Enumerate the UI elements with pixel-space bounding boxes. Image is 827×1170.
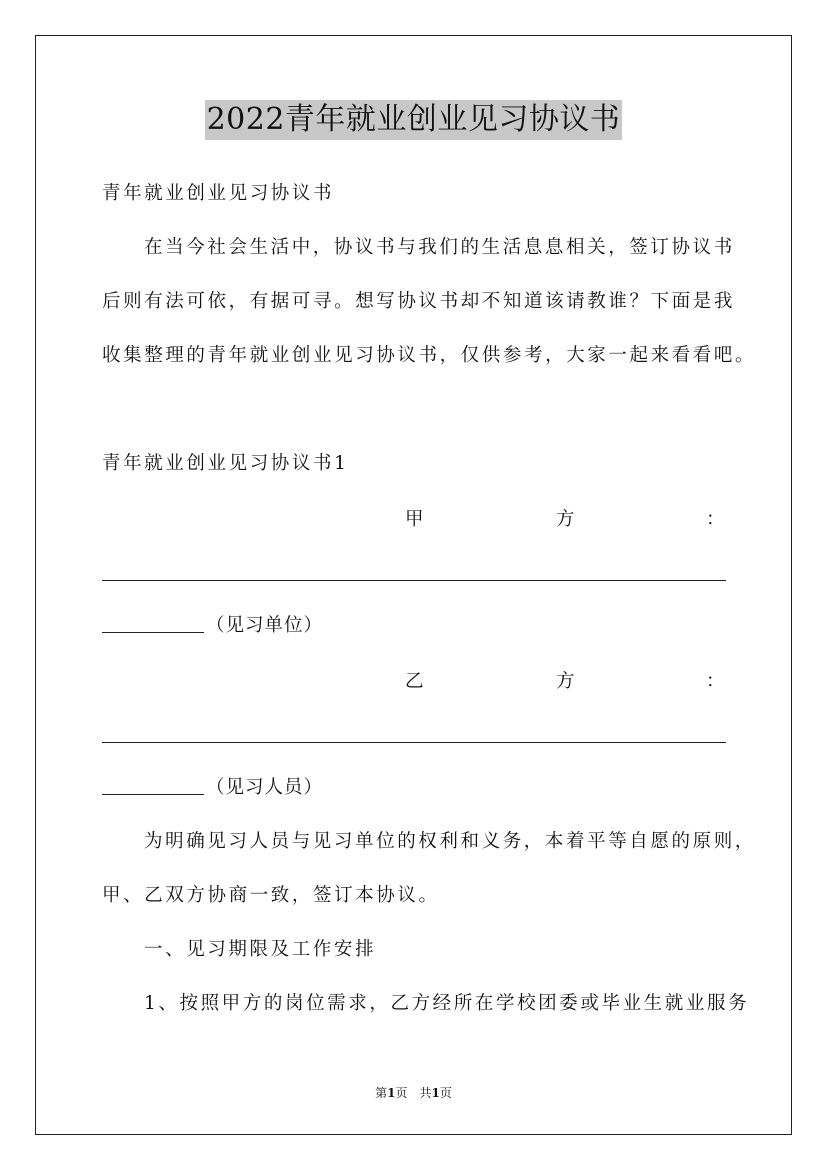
title-container (0, 100, 827, 140)
party-b-role-line (102, 776, 323, 800)
footer-page-total: 1 (431, 1086, 440, 1100)
footer-page-prefix: 第 (375, 1086, 388, 1100)
footer-page-current: 1 (387, 1086, 396, 1100)
document-title: 2022青年就业创业见习协议书 (205, 100, 623, 140)
party-a-role-line (102, 614, 323, 638)
party-b-colon: ： (706, 671, 725, 692)
party-a-fill-line (102, 580, 726, 581)
party-b-char-1: 乙 (405, 671, 424, 692)
document-heading: 青年就业创业见习协议书 (102, 183, 335, 204)
clause-1: 1、按照甲方的岗位需求，乙方经所在学校团委或毕业生就业服务 (144, 993, 750, 1014)
footer-page-suffix: 页 (439, 1086, 452, 1100)
purpose-line-1: 为明确见习人员与见习单位的权利和义务，本着平等自愿的原则， (144, 831, 756, 852)
section-heading: 青年就业创业见习协议书1 (102, 453, 349, 474)
purpose-line-2: 甲、乙双方协商一致，签订本协议。 (102, 885, 440, 906)
party-a-colon: ： (706, 509, 725, 530)
intro-line-3: 收集整理的青年就业创业见习协议书，仅供参考，大家一起来看看吧。 (102, 345, 757, 366)
party-b-blank (102, 776, 204, 795)
intro-line-2: 后则有法可依，有据可寻。想写协议书却不知道该请教谁？下面是我 (102, 291, 736, 312)
party-b-char-2: 方 (556, 671, 575, 692)
clause-heading: 一、见习期限及工作安排 (144, 939, 377, 960)
party-a-char-2: 方 (556, 509, 575, 530)
party-a-role: （见习单位） (206, 615, 324, 636)
party-b-role: （见习人员） (206, 777, 324, 798)
party-a-char-1: 甲 (405, 509, 424, 530)
party-a-blank (102, 614, 204, 633)
intro-line-1: 在当今社会生活中，协议书与我们的生活息息相关，签订协议书 (144, 237, 735, 258)
page-footer (0, 1085, 827, 1101)
footer-page-mid: 页 共 (395, 1086, 432, 1100)
party-b-fill-line (102, 742, 726, 743)
